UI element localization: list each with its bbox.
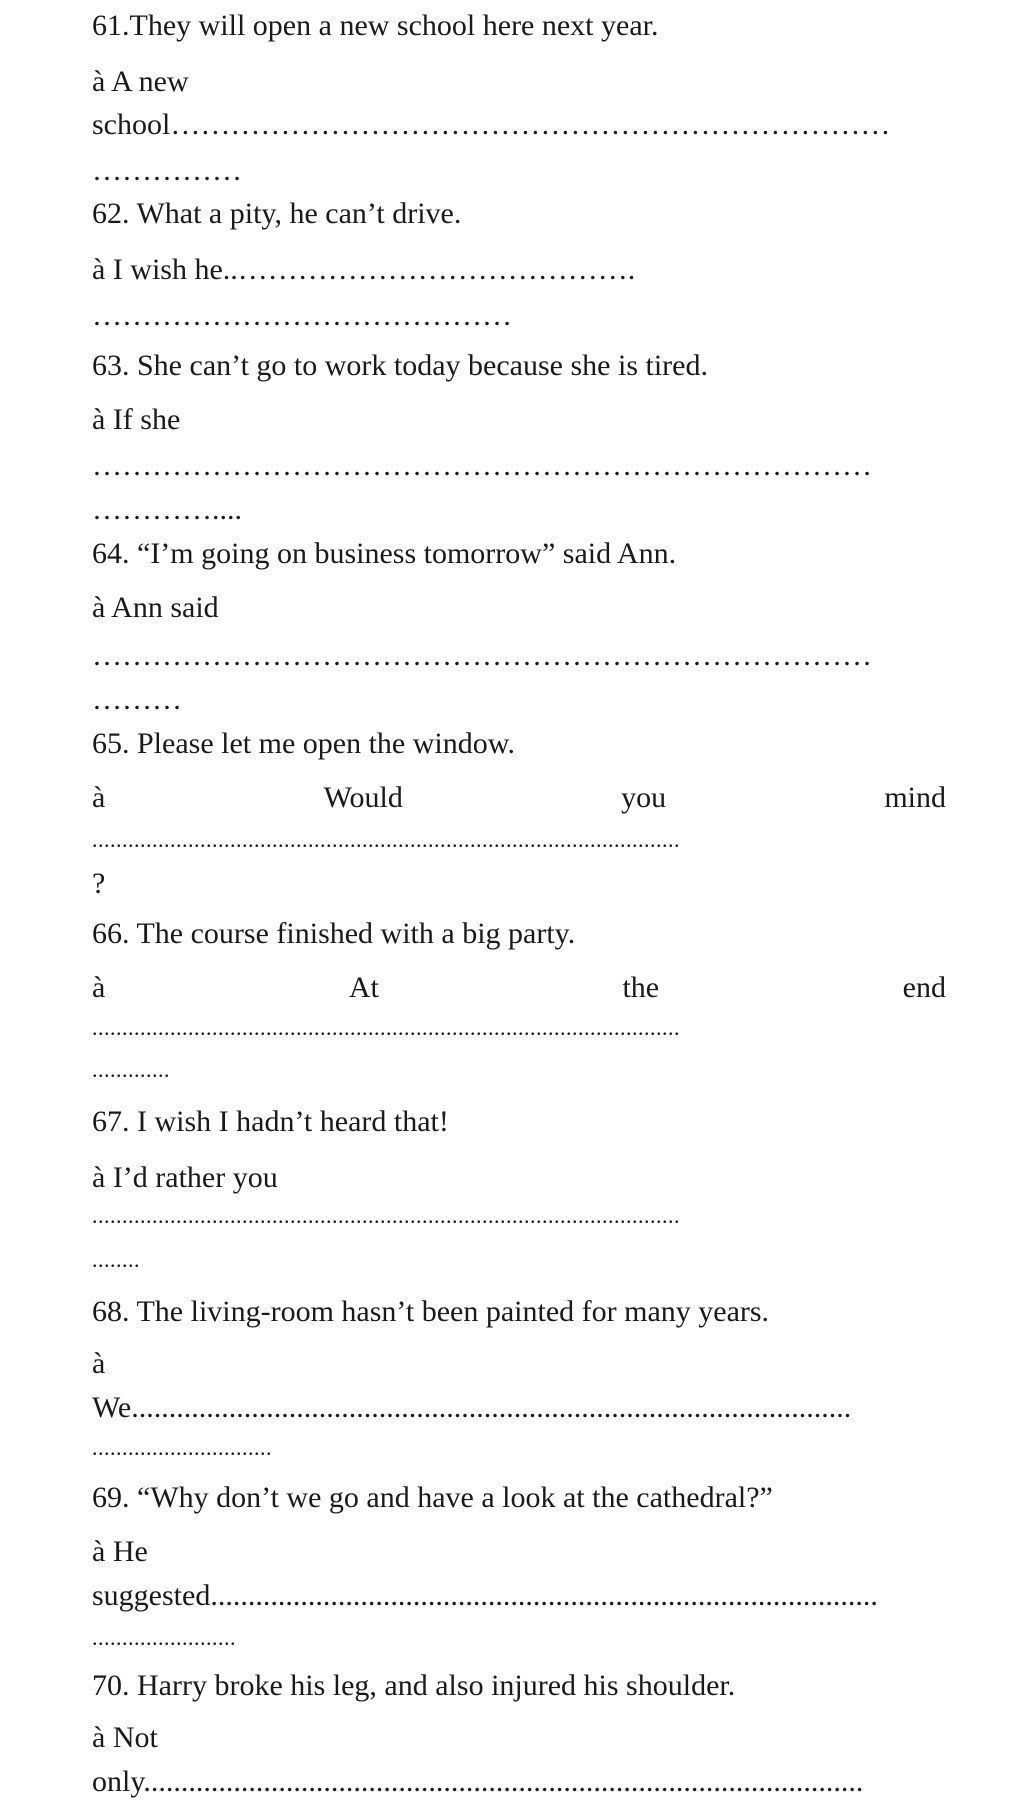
prompt-word: mind xyxy=(884,781,946,814)
question-65-prompt xyxy=(92,780,946,816)
prompt-word: à xyxy=(92,971,106,1004)
question-66-sentence xyxy=(92,916,575,952)
question-62-sentence xyxy=(92,196,461,232)
question-text: The living-room hasn’t been painted for many years. xyxy=(136,1295,770,1328)
question-70-sentence xyxy=(92,1668,735,1704)
question-number: 69. xyxy=(92,1481,130,1514)
prompt-word: At xyxy=(348,971,379,1004)
question-65-answer-continuation: ? xyxy=(92,867,106,900)
question-65-sentence xyxy=(92,726,515,762)
question-text: Harry broke his leg, and also injured his shoulder. xyxy=(137,1669,736,1702)
question-67-prompt: à I’d rather you xyxy=(92,1161,278,1194)
question-text: They will open a new school here next year. xyxy=(129,9,659,42)
question-number: 63. xyxy=(92,349,130,382)
question-64-sentence xyxy=(92,536,676,572)
prompt-word: à xyxy=(92,781,106,814)
question-61-answer-continuation: …………… xyxy=(92,154,242,187)
question-text: I wish I hadn’t heard that! xyxy=(137,1105,449,1138)
question-67-answer-continuation: ........ xyxy=(92,1247,140,1272)
question-text: Please let me open the window. xyxy=(137,727,515,760)
question-65-answer-line: .................................................................................................. xyxy=(92,827,680,852)
question-61-prompt: à A new xyxy=(92,65,189,98)
question-64-answer-line: …………………………………………………………………… xyxy=(92,639,872,672)
question-64-prompt: à Ann said xyxy=(92,591,219,624)
prompt-word: the xyxy=(622,971,660,1004)
question-text: She can’t go to work today because she is tired. xyxy=(137,349,708,382)
question-66-answer-continuation: ............. xyxy=(92,1057,170,1082)
question-text: The course finished with a big party. xyxy=(136,917,576,950)
answer-line-text: only................................................................................................ xyxy=(92,1765,864,1798)
question-number: 62. xyxy=(92,197,130,230)
question-68-prompt: à xyxy=(92,1347,106,1380)
question-61-sentence xyxy=(92,8,658,44)
question-68-sentence xyxy=(92,1294,769,1330)
question-63-answer-line: …………………………………………………………………… xyxy=(92,449,872,482)
answer-line-text: We................................................................................................ xyxy=(92,1391,852,1424)
question-68-answer-continuation: .............................. xyxy=(92,1435,272,1460)
question-66-prompt xyxy=(92,970,946,1006)
question-text: “I’m going on business tomorrow” said Ann. xyxy=(137,537,677,570)
question-number: 64. xyxy=(92,537,130,570)
question-number: 66. xyxy=(92,917,130,950)
question-number: 61. xyxy=(92,9,130,42)
question-69-prompt: à He xyxy=(92,1535,148,1568)
question-63-answer-continuation: ………….... xyxy=(92,493,242,526)
question-69-answer-continuation: ........................ xyxy=(92,1625,236,1650)
question-67-sentence xyxy=(92,1104,449,1140)
question-70-prompt: à Not xyxy=(92,1721,158,1754)
question-70-answer-line xyxy=(92,1764,863,1800)
question-number: 68. xyxy=(92,1295,130,1328)
question-63-sentence xyxy=(92,348,708,384)
prompt-word: you xyxy=(621,781,667,814)
question-61-answer-line: school……………………………………………………………… xyxy=(92,108,891,141)
answer-line-text: suggested......................................................................................... xyxy=(92,1579,878,1612)
question-69-sentence xyxy=(92,1480,773,1516)
prompt-word: end xyxy=(902,971,946,1004)
question-text: What a pity, he can’t drive. xyxy=(136,197,462,230)
question-number: 65. xyxy=(92,727,130,760)
question-69-answer-line xyxy=(92,1578,878,1614)
question-number: 70. xyxy=(92,1669,130,1702)
question-number: 67. xyxy=(92,1105,130,1138)
question-text: “Why don’t we go and have a look at the cathedral?” xyxy=(137,1481,773,1514)
question-67-answer-line: .................................................................................................. xyxy=(92,1203,680,1228)
question-62-answer-continuation: …………………………………… xyxy=(92,299,512,332)
prompt-word: Would xyxy=(323,781,403,814)
question-68-answer-line xyxy=(92,1390,851,1426)
question-64-answer-continuation: ……… xyxy=(92,683,182,716)
question-62-prompt: à I wish he..…………………………………. xyxy=(92,253,636,286)
question-66-answer-line: .................................................................................................. xyxy=(92,1015,680,1040)
question-63-prompt: à If she xyxy=(92,403,181,436)
